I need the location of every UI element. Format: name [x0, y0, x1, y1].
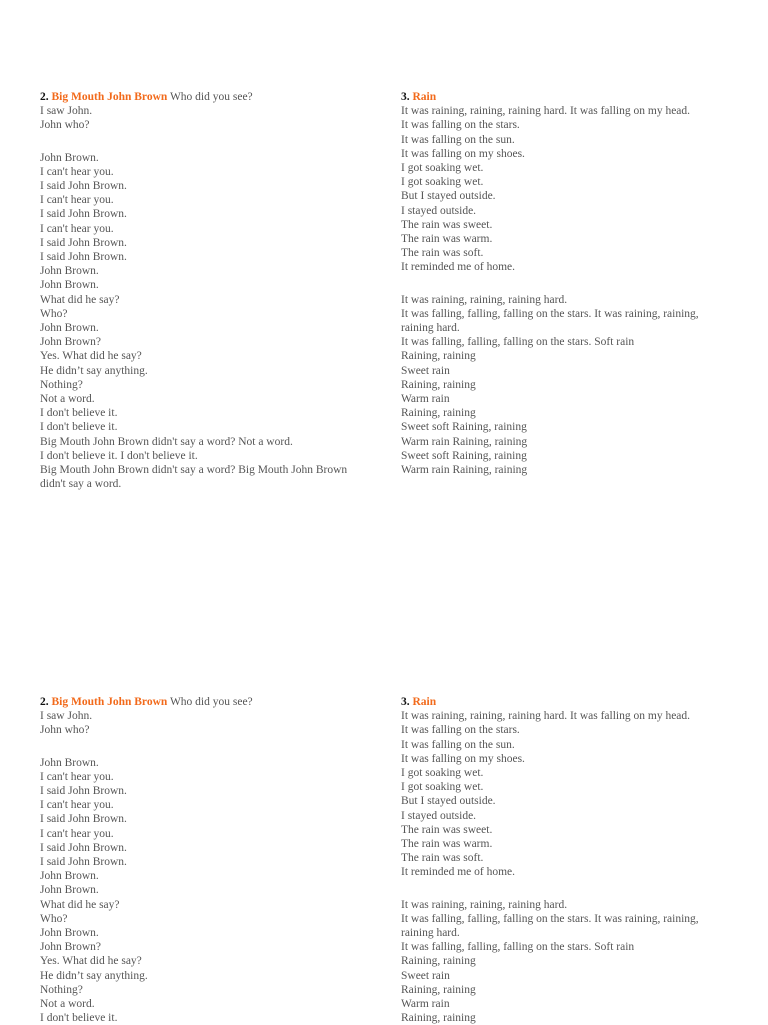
- first-line: Who did you see?: [169, 91, 253, 103]
- lyric-line: It was falling, falling, falling on the stars. It was raining, raining, raining hard.: [401, 307, 699, 335]
- lyric-line: Warm rain: [401, 998, 450, 1011]
- lyric-line: John Brown.: [40, 265, 99, 278]
- lyric-line: It was raining, raining, raining hard. It was falling on my head.: [401, 105, 691, 118]
- lyric-line: The rain was soft.: [401, 852, 484, 865]
- song-3-block-top: [401, 90, 731, 477]
- song-number: 2.: [40, 91, 49, 103]
- lyric-line: John Brown.: [40, 151, 99, 164]
- lyric-line: Sweet rain: [401, 364, 450, 377]
- song-3-block-bottom: [401, 695, 731, 1025]
- lyric-line: I don't believe it.: [40, 407, 118, 420]
- lyric-line: I stayed outside.: [401, 809, 477, 822]
- lyric-line: John Brown?: [40, 336, 102, 349]
- song-2-block-bottom: [40, 695, 360, 1025]
- lyric-line: It was falling, falling, falling on the stars. Soft rain: [401, 941, 635, 954]
- song-number: 2.: [40, 696, 49, 708]
- stanza: [40, 104, 360, 132]
- first-line: Who did you see?: [169, 696, 253, 708]
- lyric-line: Nothing?: [40, 983, 83, 996]
- lyric-line: The rain was warm.: [401, 233, 493, 246]
- lyric-line: It was raining, raining, raining hard.: [401, 293, 568, 306]
- lyric-line: Not a word.: [40, 998, 95, 1011]
- lyric-line: I can't hear you.: [40, 165, 114, 178]
- lyric-line: It was falling on my shoes.: [401, 752, 525, 765]
- stanza: [401, 898, 731, 1025]
- song-title: Rain: [412, 696, 437, 708]
- stanza: [401, 709, 731, 879]
- lyric-line: John Brown.: [40, 870, 99, 883]
- lyric-line: John Brown.: [40, 322, 99, 335]
- lyric-line: Nothing?: [40, 378, 83, 391]
- lyric-line: I don't believe it.: [40, 1012, 118, 1025]
- lyric-line: What did he say?: [40, 293, 120, 306]
- lyric-line: I can't hear you.: [40, 770, 114, 783]
- lyric-line: I stayed outside.: [401, 204, 477, 217]
- lyric-line: Warm rain Raining, raining: [401, 435, 528, 448]
- lyric-line: I got soaking wet.: [401, 767, 484, 780]
- song-title: Big Mouth John Brown: [51, 91, 168, 103]
- lyric-line: I can't hear you.: [40, 194, 114, 207]
- lyric-line: What did he say?: [40, 898, 120, 911]
- lyric-line: John Brown.: [40, 927, 99, 940]
- lyric-line: Big Mouth John Brown didn't say a word? Big Mouth John Brown didn't say a word.: [40, 464, 348, 491]
- lyric-line: I don't believe it.: [40, 421, 118, 434]
- lyric-line: I said John Brown.: [40, 785, 127, 798]
- lyric-line: But I stayed outside.: [401, 795, 496, 808]
- lyric-line: The rain was soft.: [401, 247, 484, 260]
- lyric-line: It was raining, raining, raining hard.: [401, 898, 568, 911]
- lyric-line: The rain was sweet.: [401, 218, 493, 231]
- lyric-line: It reminded me of home.: [401, 866, 516, 879]
- lyric-line: Raining, raining: [401, 350, 476, 363]
- lyric-line: Big Mouth John Brown didn't say a word? Not a word.: [40, 435, 293, 448]
- lyric-line: I said John Brown.: [40, 813, 127, 826]
- song-number: 3.: [401, 696, 410, 708]
- lyric-line: I said John Brown.: [40, 180, 127, 193]
- lyric-line: I got soaking wet.: [401, 162, 484, 175]
- lyric-line: I saw John.: [40, 105, 93, 118]
- song-title: Big Mouth John Brown: [51, 696, 168, 708]
- lyric-line: Raining, raining: [401, 1012, 476, 1025]
- lyric-line: I can't hear you.: [40, 799, 114, 812]
- lyric-line: It was falling on the sun.: [401, 133, 515, 146]
- lyric-line: John who?: [40, 119, 90, 132]
- lyric-line: Sweet soft Raining, raining: [401, 421, 527, 434]
- song-2-heading: [40, 90, 360, 104]
- lyric-line: Sweet soft Raining, raining: [401, 449, 527, 462]
- stanza: [401, 104, 731, 274]
- lyric-line: I got soaking wet.: [401, 781, 484, 794]
- lyric-line: I said John Brown.: [40, 841, 127, 854]
- lyric-line: I said John Brown.: [40, 856, 127, 869]
- song-3-heading: [401, 90, 731, 104]
- lyric-line: Sweet rain: [401, 969, 450, 982]
- lyric-line: John who?: [40, 724, 90, 737]
- lyric-line: Raining, raining: [401, 983, 476, 996]
- lyric-line: Warm rain Raining, raining: [401, 464, 528, 477]
- stanza: [401, 293, 731, 478]
- song-number: 3.: [401, 91, 410, 103]
- lyric-line: John Brown?: [40, 941, 102, 954]
- lyric-line: Who?: [40, 912, 68, 925]
- lyric-line: John Brown.: [40, 884, 99, 897]
- lyric-line: Raining, raining: [401, 407, 476, 420]
- lyric-line: It was raining, raining, raining hard. It was falling on my head.: [401, 710, 691, 723]
- song-2-block-top: [40, 90, 360, 491]
- lyric-line: He didn’t say anything.: [40, 969, 148, 982]
- lyric-line: I said John Brown.: [40, 208, 127, 221]
- lyric-line: He didn’t say anything.: [40, 364, 148, 377]
- lyric-line: The rain was sweet.: [401, 823, 493, 836]
- lyric-line: I said John Brown.: [40, 236, 127, 249]
- lyric-line: It was falling, falling, falling on the stars. It was raining, raining, raining hard.: [401, 912, 699, 940]
- song-2-heading: [40, 695, 360, 709]
- song-3-heading: [401, 695, 731, 709]
- song-title: Rain: [412, 91, 437, 103]
- lyric-line: It reminded me of home.: [401, 261, 516, 274]
- lyric-line: Who?: [40, 307, 68, 320]
- lyric-line: John Brown.: [40, 756, 99, 769]
- lyric-line: I said John Brown.: [40, 251, 127, 264]
- lyric-line: I can't hear you.: [40, 222, 114, 235]
- lyric-line: The rain was warm.: [401, 838, 493, 851]
- lyric-line: I don't believe it. I don't believe it.: [40, 449, 198, 462]
- stanza: [40, 709, 360, 737]
- stanza: [40, 756, 360, 1025]
- lyric-line: John Brown.: [40, 279, 99, 292]
- lyric-line: It was falling on the sun.: [401, 738, 515, 751]
- lyric-line: It was falling on the stars.: [401, 724, 520, 737]
- lyric-line: Yes. What did he say?: [40, 955, 142, 968]
- lyric-line: But I stayed outside.: [401, 190, 496, 203]
- stanza: [40, 151, 360, 492]
- lyric-line: Yes. What did he say?: [40, 350, 142, 363]
- lyric-line: I saw John.: [40, 710, 93, 723]
- lyric-line: It was falling on the stars.: [401, 119, 520, 132]
- lyric-line: It was falling on my shoes.: [401, 147, 525, 160]
- lyric-line: Raining, raining: [401, 378, 476, 391]
- lyric-line: I can't hear you.: [40, 827, 114, 840]
- lyric-line: I got soaking wet.: [401, 176, 484, 189]
- lyric-line: Raining, raining: [401, 955, 476, 968]
- lyric-line: Warm rain: [401, 393, 450, 406]
- lyric-line: Not a word.: [40, 393, 95, 406]
- lyric-line: It was falling, falling, falling on the stars. Soft rain: [401, 336, 635, 349]
